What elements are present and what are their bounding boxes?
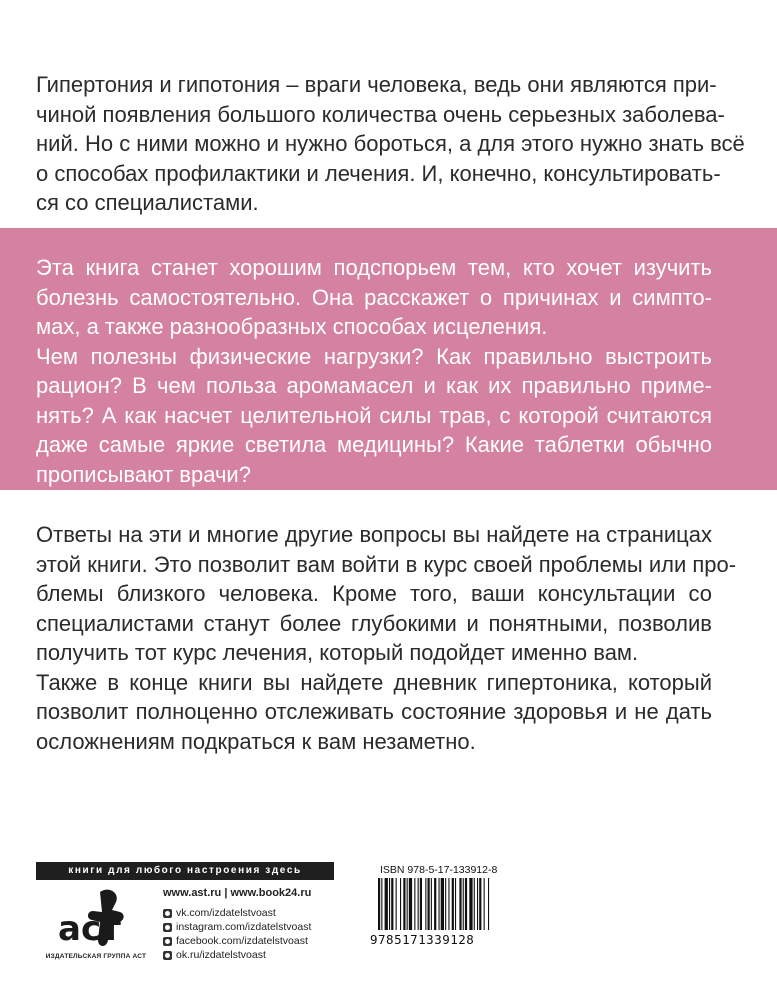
text-line: позволит полноценно отслеживать состояние здоровья и не дать — [36, 699, 712, 724]
social-link-text: vk.com/izdatelstvoast — [176, 907, 276, 919]
text-line: прописывают врачи? — [36, 461, 251, 487]
social-links — [163, 906, 311, 962]
barcode-block — [370, 864, 518, 964]
closing-paragraph — [36, 520, 737, 756]
text-line: рацион? В чем польза аромамасел и как их правильно приме- — [36, 373, 712, 398]
vk-icon — [163, 909, 172, 918]
text-line: Также в конце книги вы найдете дневник гипертоника, который — [36, 669, 712, 695]
social-link-facebook[interactable] — [163, 934, 311, 948]
tagline-bar: книги для любого настроения здесь — [36, 862, 334, 880]
barcode-icon — [370, 878, 518, 934]
text-line: ся со специалистами. — [36, 190, 259, 215]
highlight-paragraph — [36, 253, 712, 489]
text-line: этой книги. Это позволит вам войти в курс своей проблемы или про- — [36, 551, 737, 577]
intro-paragraph — [36, 70, 745, 218]
text-line: ний. Но с ними можно и нужно бороться, а для этого нужно знать всё — [36, 131, 745, 156]
facebook-icon — [163, 937, 172, 946]
text-line: Эта книга станет хорошим подспорьем тем, кто хочет изучить — [36, 255, 712, 280]
ean-number: 9785171339128 — [370, 932, 475, 947]
social-link-vk[interactable] — [163, 906, 311, 920]
social-link-instagram[interactable] — [163, 920, 311, 934]
logo-text: аст — [58, 909, 121, 949]
text-line: Гипертония и гипотония – враги человека, ведь они являются при- — [36, 72, 717, 97]
text-line: получить тот курс лечения, который подойдет именно вам. — [36, 640, 639, 665]
text-line: о способах профилактики и лечения. И, конечно, консультировать- — [36, 160, 721, 186]
text-line: мах, а также разнообразных способах исцеления. — [36, 314, 548, 339]
instagram-icon — [163, 923, 172, 932]
text-line: чиной появления большого количества очень серьезных заболева- — [36, 101, 725, 127]
text-line: болезнь самостоятельно. Она расскажет о причинах и симпто- — [36, 284, 712, 310]
text-line: осложнениям подкраться к вам незаметно. — [36, 728, 476, 754]
ok-icon — [163, 951, 172, 960]
isbn-label: ISBN 978-5-17-133912-8 — [380, 864, 498, 876]
text-line: Чем полезны физические нагрузки? Как правильно выстроить — [36, 343, 712, 369]
text-line: нять? А как насчет целительной силы трав, с которой считаются — [36, 402, 712, 428]
text-line: специалистами станут более глубокими и понятными, позволив — [36, 610, 712, 636]
social-link-text: ok.ru/izdatelstvoast — [176, 949, 266, 961]
social-link-text: instagram.com/izdatelstvoast — [176, 921, 312, 933]
text-line: Ответы на эти и многие другие вопросы вы найдете на страницах — [36, 522, 712, 547]
social-link-text: facebook.com/izdatelstvoast — [176, 935, 308, 947]
text-line: блемы близкого человека. Кроме того, ваши консультации со — [36, 581, 712, 606]
publisher-name: ИЗДАТЕЛЬСКАЯ ГРУППА АСТ — [45, 953, 147, 960]
text-line: даже самые яркие светила медицины? Какие таблетки обычно — [36, 432, 712, 457]
social-link-ok[interactable] — [163, 948, 311, 962]
ast-logo-icon — [56, 888, 136, 954]
website-links[interactable]: www.ast.ru | www.book24.ru — [163, 887, 312, 899]
